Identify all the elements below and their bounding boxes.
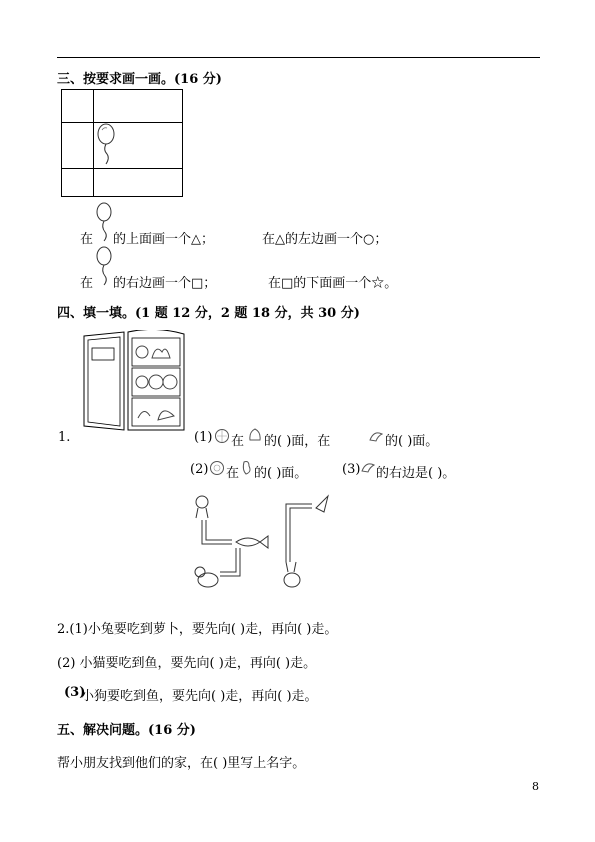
balloon-icon [96, 202, 114, 242]
fridge-icon [80, 330, 196, 434]
instruction-1a: 在 [80, 232, 94, 247]
instruction-1c: 在△的左边画一个○； [262, 232, 388, 247]
balloon-icon [96, 246, 114, 286]
instruction-2a: 在 [80, 276, 94, 291]
fruit-icon [214, 428, 230, 444]
q2-3-label: (3) [64, 685, 86, 700]
instruction-2b: 的右边画一个□； [113, 276, 217, 291]
q2-2: (2) 小猫要吃到鱼，要先向( )走，再向( )走。 [57, 656, 317, 671]
fruit-icon [368, 428, 384, 444]
drawing-grid [61, 89, 183, 197]
fruit-icon [247, 426, 263, 444]
balloon-icon [96, 122, 118, 166]
section5-heading: 五、解决问题。(16 分) [57, 723, 196, 738]
q1-1-text-a: 在 [231, 434, 245, 449]
fruit-icon [240, 458, 254, 476]
fruit-icon [360, 459, 376, 475]
instruction-1b: 的上面画一个△； [113, 232, 214, 247]
q2-1: 2.(1)小兔要吃到萝卜，要先向( )走，再向( )走。 [57, 622, 338, 637]
q1-number: 1. [58, 430, 71, 445]
q1-2-text-b: 的( )面。 [254, 466, 308, 481]
q1-3-label: (3) [342, 462, 361, 477]
section5-instruction: 帮小朋友找到他们的家，在( )里写上名字。 [57, 756, 306, 771]
fruit-icon [209, 460, 225, 476]
header-rule [57, 57, 540, 58]
q1-1-label: (1) [194, 430, 213, 445]
section4-heading: 四、填一填。(1 题 12 分，2 题 18 分，共 30 分) [57, 306, 360, 321]
q1-1-text-c: 的( )面。 [385, 434, 439, 449]
q1-1-text-b: 的( )面，在 [264, 434, 331, 449]
animal-maze-icon [192, 492, 340, 594]
section3-heading: 三、按要求画一画。(16 分) [57, 72, 222, 87]
instruction-2c: 在□的下面画一个☆。 [268, 276, 398, 291]
q1-3-text: 的右边是( )。 [376, 466, 456, 481]
q2-3: 小狗要吃到鱼，要先向( )走，再向( )走。 [81, 689, 318, 704]
q1-2-label: (2) [190, 462, 209, 477]
page-number: 8 [532, 780, 539, 793]
q1-2-text-a: 在 [226, 466, 240, 481]
